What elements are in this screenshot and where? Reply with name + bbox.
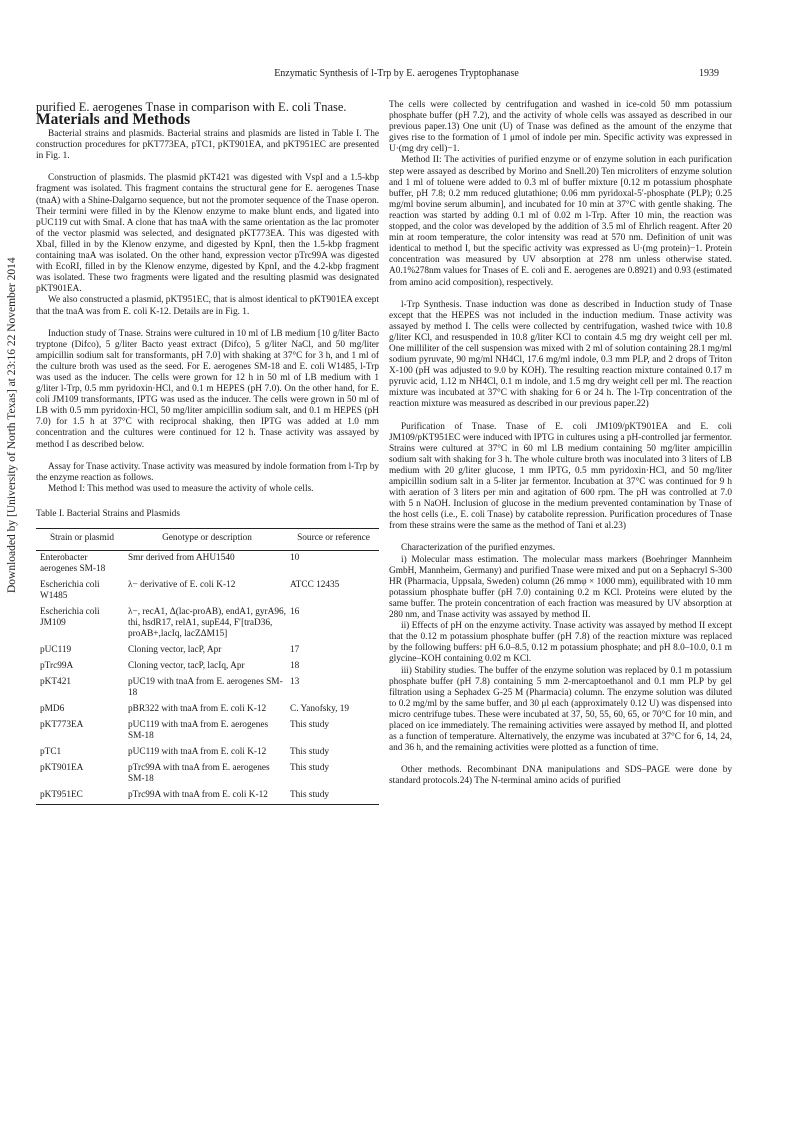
section-heading: Materials and Methods	[36, 111, 191, 128]
paragraph: The cells were collected by centrifugation and washed in ice-cold 50 mm potassium phosphate buffer (pH 7.2), and the activity of whole cells was assayed as described in our previous paper.13) One unit (U) of Tnase was defined as the amount of the enzyme that gives rise to the formation of 1 μmol of indole per min. Specific activity was expressed in U·(mg dry cell)−1.	[389, 100, 732, 155]
paragraph: Induction study of Tnase. Strains were cultured in 10 ml of LB medium [10 g/liter Bacto tryptone (Difco), 5 g/liter Bacto yeast extract (Difco), 5 g/liter NaCl, and 50 mg/liter ampicillin sodium salt for transformants, pH 7.0] with shaking at 37°C for 3 h, and 1 ml of the culture broth was used as the seed. For E. aerogenes SM-18 and E. coli W1485, l-Trp was used as the inducer. The cells were grown for 12 h in 50 ml of LB medium with 1 g/liter l-Trp, 0.5 mm pyridoxin·HCl, and 0.1 m HEPES (pH 7.0). On the other hand, for E. coli JM109 transformants, IPTG was used as the inducer. The cells were grown in 50 ml of LB with 0.5 mm pyridoxin·HCl, 50 mg/liter ampicillin sodium salt, and 0.1 m HEPES (pH 7.0) for 1.5 h at 37°C with reciprocal shaking, then IPTG was added at 1.0 mm concentration and the cultures were continued for 12 h. Tnase activity was assayed by method I as described below.	[36, 328, 379, 450]
table-row	[36, 745, 379, 761]
table-cell: This study	[290, 720, 329, 730]
download-watermark: Downloaded by [University of North Texas] at 23:16 22 November 2014	[6, 257, 18, 593]
table-cell: This study	[290, 747, 329, 757]
table-cell: pUC19 with tnaA from E. aerogenes SM-18	[128, 677, 283, 698]
table-row	[36, 578, 379, 605]
table-cell: Enterobacter aerogenes SM-18	[40, 553, 106, 574]
table-row	[36, 659, 379, 675]
paragraph: l-Trp Synthesis. Tnase induction was done as described in Induction study of Tnase except that the HEPES was not included in the induction medium. Tnase activity was assayed by method I. The cells were collected by centrifugation, washed twice with 10.8 g/liter KCl, and resuspended in 10.8 g/liter KCl to contain 4.5 mg dry weight cell per ml. One milliliter of the cell suspension was mixed with 2 ml of solution containing 28.1 mg/ml sodium pyruvate, 90 mg/ml NH4Cl, 17.6 mg/ml indole, 0.3 mm PLP, and 2 drops of Triton X-100 (pH was adjusted to 9.0 by KOH). The resulting reaction mixture contained 0.17 m pyruvic acid, 1.12 m NH4Cl, 0.1 m indole, and 1.5 mg dry weight cell per ml. The reaction mixture was incubated at 37°C with shaking for 6 or 24 h. The l-Trp concentration of the reaction mixture was measured as described in our previous paper.22)	[389, 299, 732, 410]
paragraph: Assay for Tnase activity. Tnase activity was measured by indole formation from l-Trp by the enzyme reaction as follows.	[36, 461, 379, 483]
paragraph: Bacterial strains and plasmids. Bacterial strains and plasmids are listed in Table I. The construction procedures for pKT773EA, pTC1, pKT901EA, and pKT951EC are presented in Fig. 1.	[36, 129, 379, 162]
paragraph: i) Molecular mass estimation. The molecular mass markers (Boehringer Mannheim GmbH, Mannheim, Germany) and purified Tnase were mixed and put on a Sephacryl S-300 HR (Pharmacia, Uppsala, Sweden) column (26 mmφ × 1000 mm), equilibrated with 10 mm potassium phosphate buffer (pH 7.0) containing 0.2 m KCl. Proteins were eluted by the same buffer. The protein concentration of each fraction was measured by UV absorption at 280 nm, and Tnase activity was assayed by method II.	[389, 554, 732, 621]
table-cell: pMD6	[40, 704, 65, 714]
table-cell: C. Yanofsky, 19	[290, 704, 350, 714]
table-cell: pKT773EA	[40, 720, 84, 730]
table-header: Strain or plasmid	[36, 529, 126, 551]
table-row	[36, 788, 379, 805]
table-cell: λ−, recA1, Δ(lac-proAB), endA1, gyrA96, thi, hsdR17, relA1, supE44, F′[traD36, proAB+,lacIq, lacZΔM15]	[128, 607, 286, 639]
table-row	[36, 551, 379, 579]
paragraph: We also constructed a plasmid, pKT951EC, that is almost identical to pKT901EA except that the tnaA was from E. coli K-12. Details are in Fig. 1.	[36, 295, 379, 317]
paragraph: iii) Stability studies. The buffer of the enzyme solution was replaced by 0.1 m potassium phosphate buffer (pH 7.8) containing 5 mm 2-mercaptoethanol and 0.1 mm PLP by gel filtration using a Sephadex G-25 M (Pharmacia) column. The enzyme solution was diluted to 0.2 mg/ml by the same buffer, and 30 μl each (approximately 0.12 U) was dispensed into micro centrifuge tubes. These were incubated at 37, 50, 55, 60, 65, or 70°C for 10 min, and placed on ice immediately. The remaining activities were assayed by method II, and plotted as a function of temperature. Alternatively, the enzyme was incubated at 37°C for 6, 14, 24, and 36 h, and the remaining activities were plotted as a function of time.	[389, 665, 732, 754]
paragraph: Method II: The activities of purified enzyme or of enzyme solution in each purification step were assayed as described by Morino and Snell.20) Ten microliters of enzyme solution and 1 ml of toluene were added to 0.3 ml of buffer mixture [0.12 m potassium phosphate buffer, pH 7.8; 0.2 mm reduced glutathione; 0.06 mm pyridoxal-5′-phosphate (PLP); 0.25 mg/ml bovine serum albumin], and incubated for 10 min at 37°C with gentle shaking. The reaction was started by adding 0.1 ml of 0.02 m l-Trp. After 10 min, the reaction was stopped, and the color was developed by the addition of 3.5 ml of Ehrlich reagent. After 20 min at room temperature, the color intensity was read at 570 nm. Definition of unit was identical to method I, but the specific activity was expressed as U·(mg protein)−1. Protein concentration was measured by UV absorption at 278 nm unless otherwise stated. A0.1%278nm values for Tnases of E. coli and E. aerogenes are 0.8921) and 0.93 (estimated from amino acid composition), respectively.	[389, 155, 732, 288]
table-cell: pKT421	[40, 677, 71, 687]
paragraph: Characterization of the purified enzymes.	[401, 543, 556, 554]
paragraph: Purification of Tnase. Tnase of E. coli JM109/pKT901EA and E. coli JM109/pKT951EC were induced with IPTG in cultures using a pH-controlled jar fermentor. Strains were cultured at 37°C in 60 ml LB medium containing 50 mg/liter ampicillin sodium salt with shaking for 3 h. The whole culture broth was inoculated into 3 liters of LB medium with 20 g/liter glucose, 1 mm IPTG, 0.5 mm pyridoxin·HCl, and 50 mg/liter ampicillin sodium salt in a 5-liter jar fermentor. Incubation at 37°C was continued for 9 h with aeration of 3 liters per min and agitation of 600 rpm. The pH was controlled at 7.0 with 5 n NaOH. Inclusion of glucose in the medium prevented contamination by Tnase of the host cells (i.e., E. coli Tnase) by catabolite repression. Purification procedures of Tnase from these strains were the same as the method of Tani et al.23)	[389, 421, 732, 532]
table-cell: λ− derivative of E. coli K-12	[128, 580, 236, 590]
table-cell: 18	[290, 661, 300, 671]
table-cell: This study	[290, 763, 329, 773]
table-title: Table I. Bacterial Strains and Plasmids	[36, 508, 180, 519]
running-head: Enzymatic Synthesis of l-Trp by E. aerogenes Tryptophanase	[274, 68, 519, 79]
table-cell: 10	[290, 553, 300, 563]
table-row	[36, 702, 379, 718]
table-cell: pTrc99A with tnaA from E. aerogenes SM-18	[128, 763, 270, 784]
table-row	[36, 718, 379, 745]
table-cell: pUC119 with tnaA from E. coli K-12	[128, 747, 267, 757]
table-row	[36, 761, 379, 788]
table-cell: 13	[290, 677, 300, 687]
table-cell: Cloning vector, lacP, Apr	[128, 645, 222, 655]
paragraph: Method I: This method was used to measure the activity of whole cells.	[48, 483, 314, 494]
paragraph: ii) Effects of pH on the enzyme activity. Tnase activity was assayed by method II except that the 0.12 m potassium phosphate buffer (pH 7.8) of the reaction mixture was replaced by the following buffers: pH 6.0–8.5, 0.12 m potassium phosphate; and pH 8.0–10.0, 0.1 m glycine–KOH containing 0.02 m KCl.	[389, 621, 732, 665]
table-cell: 16	[290, 607, 300, 617]
table-cell: Smr derived from AHU1540	[128, 553, 235, 563]
table-cell: pUC119	[40, 645, 72, 655]
table-cell: pKT901EA	[40, 763, 84, 773]
paragraph: Other methods. Recombinant DNA manipulations and SDS–PAGE were done by standard protocols.24) The N-terminal amino acids of purified	[389, 765, 732, 787]
table-header: Genotype or description	[126, 529, 288, 551]
table-row	[36, 675, 379, 702]
table-cell: ATCC 12435	[290, 580, 340, 590]
table-cell: pTC1	[40, 747, 62, 757]
table-cell: 17	[290, 645, 300, 655]
right-column	[389, 100, 732, 787]
table-cell: This study	[288, 788, 379, 805]
table-cell: Cloning vector, tacP, lacIq, Apr	[128, 661, 245, 671]
table-cell: pTrc99A	[40, 661, 74, 671]
paragraph: Construction of plasmids. The plasmid pKT421 was digested with VspI and a 1.5-kbp fragment was isolated. This fragment contains the structural gene for E. aerogenes Tnase (tnaA) with a Shine-Dalgarno sequence, but not the promoter sequence of the Tnase operon. Their termini were filled in by the Klenow enzyme to make blunt ends, and ligated into pUC119 cut with SmaI. A clone that has tnaA with the same orientation as the lac promoter of the vector plasmid was selected, and designated pKT773EA. This was digested with XbaI, filled in by the Klenow enzyme, and digested by KpnI, then the 1.5-kbp fragment containing tnaA was isolated. On the other hand, expression vector pTrc99A was digested with EcoRI, filled in by the Klenow enzyme, digested by KpnI, and the 4.2-kbp fragment was isolated. These two fragments were ligated and the resulting plasmid was designated pKT901EA.	[36, 173, 379, 295]
strains-table	[36, 528, 379, 805]
table-cell: pTrc99A with tnaA from E. coli K-12	[126, 788, 288, 805]
table-header: Source or reference	[288, 529, 379, 551]
page-number: 1939	[699, 68, 719, 79]
table-cell: pBR322 with tnaA from E. coli K-12	[128, 704, 267, 714]
intro-title: purified E. aerogenes Tnase in comparison with E. coli Tnase.	[36, 100, 347, 114]
table-cell: pUC119 with tnaA from E. aerogenes SM-18	[128, 720, 269, 741]
table-cell: Escherichia coli JM109	[40, 607, 100, 628]
table-row	[36, 643, 379, 659]
table-cell: pKT951EC	[36, 788, 126, 805]
table-cell: Escherichia coli W1485	[40, 580, 100, 601]
left-column	[36, 100, 379, 805]
table-row	[36, 605, 379, 643]
